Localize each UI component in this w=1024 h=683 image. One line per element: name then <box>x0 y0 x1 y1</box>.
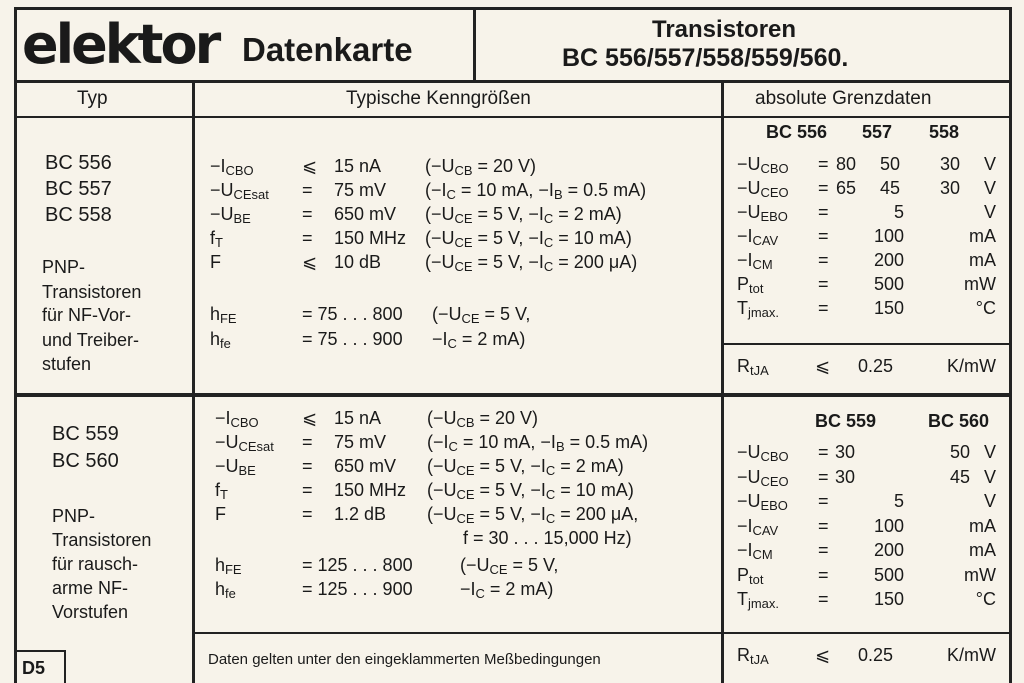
subscript: CE <box>456 463 475 479</box>
limit-unit: V <box>983 202 996 222</box>
limit-value-3: 30 <box>940 178 961 198</box>
subscript: CB <box>456 415 475 431</box>
limits-column-header: 557 <box>862 122 893 142</box>
elektor-logo: elektor <box>22 13 219 76</box>
subscript: BE <box>233 211 251 227</box>
limit-relation: = <box>818 202 829 222</box>
rth-value: 0.25 <box>858 645 894 665</box>
subscript: jmax. <box>748 305 779 321</box>
section2-frequency-note: f = 30 . . . 15,000 Hz) <box>463 528 632 548</box>
param-symbol: $-U_{BE}$ <box>215 456 256 479</box>
rth-value: 0.25 <box>858 356 894 376</box>
limit-relation: = <box>818 564 829 585</box>
limit-unit: V <box>983 178 996 198</box>
param-symbol: $-U_{BE}$ <box>210 204 251 227</box>
subscript: C <box>446 187 456 203</box>
limit-symbol: $-U_{CEO}$ <box>737 466 789 489</box>
frame-left <box>14 7 17 683</box>
param-symbol: $f_T$ <box>210 228 223 251</box>
param-symbol: $-U_{CEsat}$ <box>210 180 269 203</box>
subscript: C <box>447 336 457 352</box>
limit-unit: V <box>983 466 996 487</box>
frame-right <box>1009 7 1012 683</box>
param-condition: ($-U_{CE} = 5$ V, $-I_C = 2$ mA) <box>425 204 622 227</box>
rth-relation: ⩽ <box>815 645 831 665</box>
subscript: CEO <box>760 185 789 201</box>
subscript: CE <box>489 562 508 578</box>
colhead-kenngroessen: Typische Kenngrößen <box>346 88 531 109</box>
colhead-typ: Typ <box>77 88 108 109</box>
subscript: CE <box>454 211 473 227</box>
header-divider <box>473 7 476 83</box>
subscript: CBO <box>225 163 254 179</box>
limit-relation: = <box>818 154 829 174</box>
param-relation: = <box>302 456 313 476</box>
subscript: CM <box>752 547 773 563</box>
subscript: CE <box>454 235 473 251</box>
header-bottom <box>14 80 1012 83</box>
limit-relation: = <box>818 298 829 318</box>
desc2-line5: Vorstufen <box>52 602 129 622</box>
page-code: D5 <box>22 658 46 678</box>
param-symbol: F <box>215 504 226 524</box>
limit-unit: °C <box>975 298 996 318</box>
param-value: 10 dB <box>334 252 382 272</box>
subscript: CBO <box>230 415 259 431</box>
subscript: CB <box>454 163 473 179</box>
limit-unit: mA <box>969 226 996 246</box>
limit-relation: = <box>818 442 829 462</box>
section-divider <box>14 393 1012 397</box>
limit-unit: mA <box>969 540 996 560</box>
subscript: C <box>545 511 556 527</box>
desc1-line5: stufen <box>42 354 92 374</box>
param-value: 650 mV <box>334 204 397 224</box>
subscript: CM <box>752 257 773 273</box>
limit-symbol: $-U_{CBO}$ <box>737 154 789 177</box>
param-condition: ($-U_{CE} = 5$ V, $-I_C = 10$ mA) <box>425 228 632 251</box>
subscript: T <box>215 235 223 251</box>
limit-value: 5 <box>893 491 904 511</box>
limit-relation: = <box>818 466 829 487</box>
subscript: C <box>448 439 458 455</box>
hfe-value: = 125 . . . 800 <box>302 555 413 575</box>
desc2-line1: PNP- <box>52 506 96 526</box>
desc2-line3: für rausch- <box>52 554 139 574</box>
limit-symbol: $P_{tot}$ <box>737 274 764 297</box>
limit-value-1: 80 <box>836 154 857 174</box>
hfe-condition: $-I_C = 2$ mA) <box>432 329 526 352</box>
limit-symbol: $-U_{EBO}$ <box>737 202 788 225</box>
limit-relation: = <box>818 589 829 609</box>
param-relation: = <box>302 504 313 524</box>
param-condition: ($-U_{CB} = 20$ V) <box>425 156 537 179</box>
desc1-line4: und Treiber- <box>42 330 140 350</box>
type-bc557: BC 557 <box>45 178 112 200</box>
subscript: C <box>543 259 554 275</box>
limit-value: 100 <box>873 515 904 536</box>
limit-relation: = <box>818 540 829 560</box>
limit-symbol: $-I_{CM}$ <box>737 540 773 563</box>
subscript: fe <box>220 336 231 352</box>
hfe-value: = 75 . . . 900 <box>302 329 403 349</box>
limit-symbol: $-U_{CEO}$ <box>737 178 789 201</box>
footer-note: Daten gelten unter den eingeklammerten Meßbedingungen <box>208 651 601 668</box>
param-symbol: $-I_{CBO}$ <box>215 408 259 431</box>
rth-unit: K/mW <box>947 356 996 376</box>
rth-divider-1 <box>722 343 1012 345</box>
param-relation: = <box>302 204 313 224</box>
subscript: CBO <box>760 449 789 465</box>
limit-symbol: $-I_{CAV}$ <box>737 515 779 538</box>
subscript: CE <box>461 311 480 327</box>
limit-unit: V <box>983 491 996 511</box>
col-divider-1 <box>192 82 195 683</box>
limit-value: 150 <box>873 298 904 318</box>
param-symbol: $-U_{CEsat}$ <box>215 432 274 455</box>
subscript: CEO <box>760 473 789 489</box>
limit-symbol: $-U_{EBO}$ <box>737 491 788 514</box>
param-relation: = <box>302 228 313 248</box>
limit-value-1: 65 <box>836 178 857 198</box>
rth-relation: ⩽ <box>815 356 831 376</box>
param-condition: ($-U_{CE} = 5$ V, $-I_C = 200$ μA, <box>427 504 639 527</box>
colhead-grenzdaten: absolute Grenzdaten <box>755 88 932 109</box>
subscript: fe <box>225 586 236 602</box>
param-condition: ($-I_C = 10$ mA, $-I_B = 0.5$ mA) <box>427 432 649 455</box>
limit-relation: = <box>818 274 829 294</box>
param-condition: ($-U_{CE} = 5$ V, $-I_C = 2$ mA) <box>427 456 624 479</box>
limits-column-header: 558 <box>929 122 960 142</box>
desc2-line2: Transistoren <box>52 530 152 550</box>
type-bc559: BC 559 <box>52 423 119 445</box>
subscript: FE <box>220 311 237 327</box>
hfe-value: = 125 . . . 900 <box>302 579 413 599</box>
desc1-line2: Transistoren <box>42 282 142 302</box>
limit-value-1: 30 <box>835 466 856 487</box>
limit-value-2: 50 <box>880 154 901 174</box>
limit-symbol: $-I_{CAV}$ <box>737 226 779 249</box>
param-symbol: F <box>210 252 221 272</box>
limit-symbol: $-U_{CBO}$ <box>737 442 789 465</box>
subscript: CBO <box>760 161 789 177</box>
param-condition: ($-U_{CB} = 20$ V) <box>427 408 539 431</box>
subscript: CAV <box>752 233 779 249</box>
subscript: CE <box>456 511 475 527</box>
param-value: 150 MHz <box>334 228 407 248</box>
param-value: 650 mV <box>334 456 397 476</box>
limit-unit: mW <box>964 564 996 585</box>
limit-value-2: 50 <box>949 442 970 462</box>
param-condition: ($-U_{CE} = 5$ V, $-I_C = 10$ mA) <box>427 480 634 503</box>
subscript: C <box>545 463 556 479</box>
subscript: CAV <box>752 522 779 538</box>
limit-relation: = <box>818 491 829 511</box>
limits-column-header: BC 560 <box>928 411 990 431</box>
limits-column-header: BC 556 <box>766 122 828 142</box>
limit-value: 5 <box>893 202 904 222</box>
limit-symbol: $T_{jmax.}$ <box>737 589 779 612</box>
page-code-box-right <box>64 650 66 683</box>
page-code-box-top <box>14 650 66 652</box>
limit-unit: mA <box>969 515 996 536</box>
limit-relation: = <box>818 226 829 246</box>
desc2-line4: arme NF- <box>52 578 128 598</box>
subscript: C <box>543 235 554 251</box>
param-relation: ⩽ <box>302 156 318 176</box>
subscript: CE <box>456 487 475 503</box>
subscript: jmax. <box>748 596 779 612</box>
limit-value: 500 <box>873 564 904 585</box>
subscript: B <box>553 187 563 203</box>
limit-value: 200 <box>873 250 904 270</box>
param-condition: ($-U_{CE} = 5$ V, $-I_C = 200$ μA) <box>425 252 638 275</box>
limit-value: 150 <box>873 589 904 609</box>
subscript: FE <box>225 562 242 578</box>
limits-column-header: BC 559 <box>815 411 877 431</box>
hfe-condition: ($-U_{CE} = 5$ V, <box>460 555 559 578</box>
col-divider-2 <box>721 82 724 683</box>
limit-relation: = <box>818 515 829 536</box>
param-relation: ⩽ <box>302 408 318 428</box>
rth-symbol: $R_{tJA}$ <box>737 356 769 379</box>
param-symbol: $f_T$ <box>215 480 228 503</box>
hfe-symbol: $h_{fe}$ <box>210 329 231 352</box>
hfe-symbol: $h_{fe}$ <box>215 579 236 602</box>
param-symbol: $-I_{CBO}$ <box>210 156 254 179</box>
header-title-line2: BC 556/557/558/559/560. <box>562 44 849 72</box>
limit-symbol: $P_{tot}$ <box>737 564 764 587</box>
subscript: tJA <box>750 363 769 379</box>
limit-value-2: 45 <box>949 466 970 487</box>
subscript: C <box>475 586 485 602</box>
desc1-line3: für NF-Vor- <box>42 305 132 325</box>
colhead-bottom <box>14 116 1012 118</box>
limit-unit: V <box>983 154 996 174</box>
subscript: CEsat <box>233 187 269 203</box>
desc1-line1: PNP- <box>42 257 86 277</box>
card-label: Datenkarte <box>242 31 413 68</box>
subscript: C <box>545 487 556 503</box>
limit-relation: = <box>818 178 829 198</box>
limit-symbol: $-I_{CM}$ <box>737 250 773 273</box>
hfe-value: = 75 . . . 800 <box>302 304 403 324</box>
param-value: 15 nA <box>334 408 382 428</box>
rth-symbol: $R_{tJA}$ <box>737 645 769 668</box>
hfe-symbol: $h_{FE}$ <box>210 304 237 327</box>
hfe-condition: ($-U_{CE} = 5$ V, <box>432 304 531 327</box>
limit-relation: = <box>818 250 829 270</box>
subscript: tot <box>749 571 764 587</box>
limit-value: 100 <box>873 226 904 246</box>
hfe-condition: $-I_C = 2$ mA) <box>460 579 554 602</box>
subscript: CE <box>454 259 473 275</box>
limit-value-3: 30 <box>940 154 961 174</box>
param-relation: = <box>302 480 313 500</box>
rth-unit: K/mW <box>947 645 996 665</box>
limit-symbol: $T_{jmax.}$ <box>737 298 779 321</box>
limit-unit: V <box>983 442 996 462</box>
param-value: 150 MHz <box>334 480 407 500</box>
subscript: B <box>555 439 565 455</box>
subscript: T <box>220 487 228 503</box>
header-title-line1: Transistoren <box>652 16 797 43</box>
param-value: 75 mV <box>334 180 387 200</box>
limit-value: 200 <box>873 540 904 560</box>
hfe-symbol: $h_{FE}$ <box>215 555 242 578</box>
subscript: tJA <box>750 652 769 668</box>
subscript: tot <box>749 281 764 297</box>
subscript: CEsat <box>238 439 274 455</box>
param-relation: = <box>302 180 313 200</box>
type-bc558: BC 558 <box>45 204 112 226</box>
subscript: EBO <box>760 498 788 514</box>
limit-value-1: 30 <box>835 442 856 462</box>
type-bc560: BC 560 <box>52 450 119 472</box>
subscript: C <box>543 211 554 227</box>
param-value: 1.2 dB <box>334 504 387 524</box>
limit-unit: mW <box>964 274 996 294</box>
rth-divider-2 <box>722 632 1012 634</box>
subscript: BE <box>238 463 256 479</box>
param-relation: ⩽ <box>302 252 318 272</box>
subscript: EBO <box>760 209 788 225</box>
limit-unit: mA <box>969 250 996 270</box>
param-condition: ($-I_C = 10$ mA, $-I_B = 0.5$ mA) <box>425 180 647 203</box>
limit-value-2: 45 <box>880 178 901 198</box>
limit-unit: °C <box>975 589 996 609</box>
limit-value: 500 <box>873 274 904 294</box>
param-relation: = <box>302 432 313 452</box>
frame-top <box>14 7 1012 10</box>
param-value: 75 mV <box>334 432 387 452</box>
type-bc556: BC 556 <box>45 152 112 174</box>
param-value: 15 nA <box>334 156 382 176</box>
